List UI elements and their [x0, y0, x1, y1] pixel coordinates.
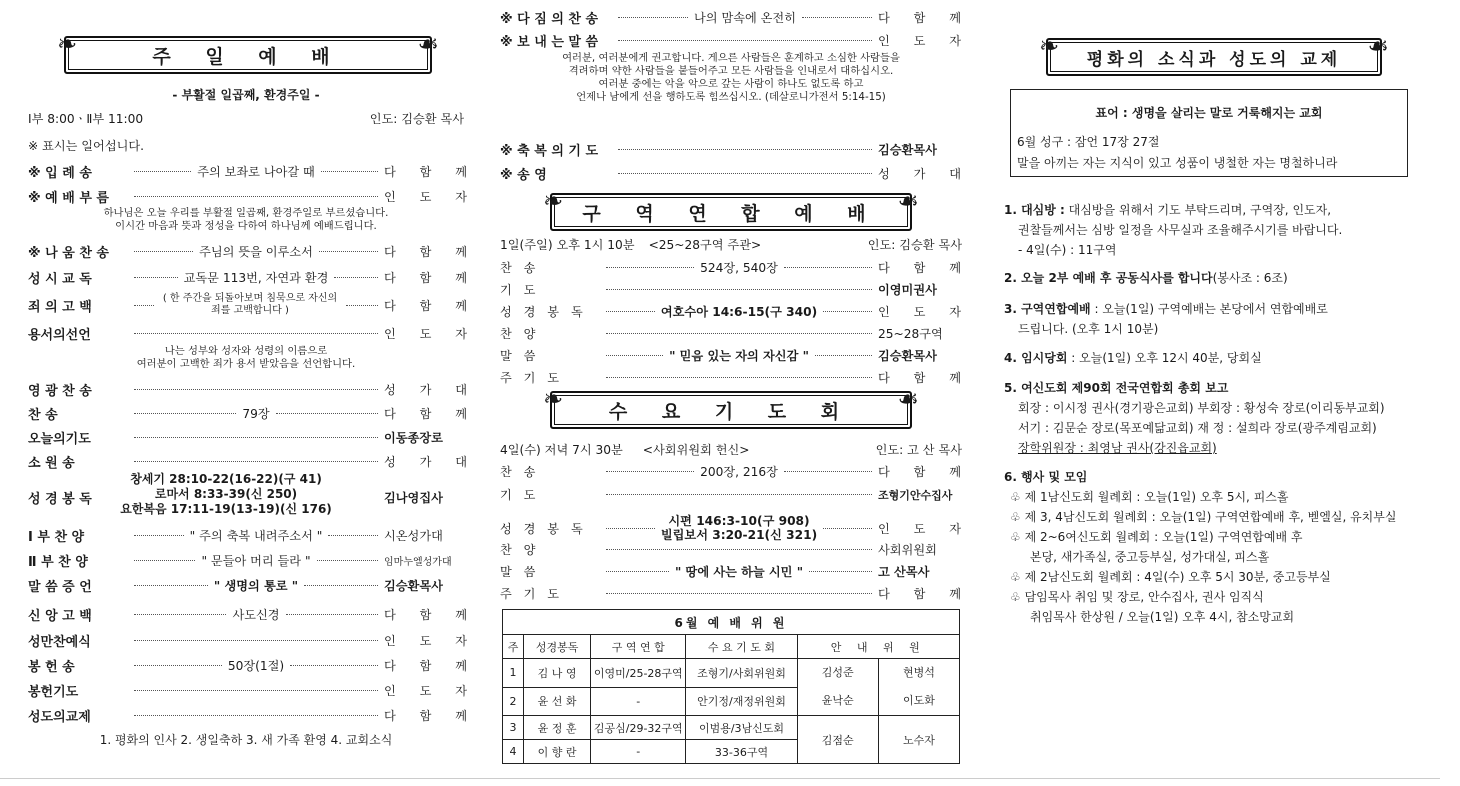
order-row: 봉헌기도 인 도 자: [28, 684, 478, 700]
wednesday-time: 4일(수) 저녁 7시 30분: [500, 443, 623, 457]
order-row: 성도의교제 다 함 께: [28, 709, 478, 725]
district-title: 구 역 연 합 예 배: [582, 202, 880, 225]
order-row: ※ 보 내 는 말 씀 인 도 자: [500, 34, 972, 50]
fellowship-list: 1. 평화의 인사 2. 생일축하 3. 새 가족 환영 4. 교회소식: [99, 733, 393, 747]
order-row: ※ 예 배 부 름 인 도 자: [28, 190, 478, 206]
order-row: 주 기 도 다 함 께: [500, 371, 972, 385]
call-text: 하나님은 오늘 우리를 부활절 일곱째, 환경주일로 부르셨습니다. 이시간 마음과 뜻과 정성을 다하여 하나님께 예배드립니다.: [103, 207, 389, 232]
news-item-2: 2. 오늘 2부 예배 후 공동식사를 합니다(봉사조 : 6조): [1004, 271, 1288, 285]
order-row: ※ 축 복 의 기 도 김승환목사: [500, 143, 937, 159]
news-item-1: 1. 대심방 : 대심방을 위해서 기도 부탁드리며, 구역장, 인도자, 권찰들께서는 심방 일정을 사무실과 조율해주시기를 바랍니다. - 4일(수) : 11구역: [1004, 203, 1343, 257]
order-row: 성만찬예식 인 도 자: [28, 634, 478, 650]
order-row: 찬 양 25~28구역: [500, 327, 943, 341]
pardon-text: 나는 성부와 성자와 성령의 이름으로 여러분이 고백한 죄가 용서 받았음을 선언합니다.: [136, 345, 356, 370]
order-row: 영 광 찬 송 성 가 대: [28, 383, 478, 399]
wednesday-title: 수 요 기 도 회: [608, 400, 854, 423]
wednesday-leader: 인도: 고 산 목사: [875, 443, 962, 457]
order-row: ※ 입 례 송 주의 보좌로 나아갈 때 다 함 께: [28, 165, 478, 181]
district-host: <25~28구역 주관>: [648, 238, 762, 252]
order-row: 주 기 도 다 함 께: [500, 587, 972, 601]
worship-subtitle: - 부활절 일곱째, 환경주일 -: [172, 88, 320, 102]
standing-note: ※ 표시는 일어섭니다.: [28, 139, 145, 153]
table-row: 4 이 향 란 - 33-36구역: [503, 740, 960, 764]
verse: 말을 아끼는 자는 지식이 있고 성품이 냉철한 자는 명철하니라: [1017, 156, 1338, 170]
order-row: 성 경 봉 독 여호수아 14:6-15(구 340) 인 도 자: [500, 305, 972, 319]
order-row: 말 씀 증 언 " 생명의 통로 " 김승환목사: [28, 579, 443, 595]
order-row: 기 도 조형기안수집사: [500, 488, 953, 502]
order-row: 말 씀 " 땅에 사는 하늘 시민 " 고 산목사: [500, 565, 930, 579]
motto: 표어 : 생명을 살리는 말로 거룩해지는 교회: [1095, 106, 1323, 120]
order-row: 성 경 봉 독 김나영집사: [28, 491, 443, 507]
table-row: 2 윤 선 화 - 안기정/재정위원회: [503, 687, 960, 716]
order-row: 성 경 봉 독 시편 146:3-10(구 908) 빌립보서 3:20-21(신 321) 인 도 자: [500, 514, 972, 542]
order-row: 신 앙 고 백 사도신경 다 함 께: [28, 608, 478, 624]
scripture-lines: 창세기 28:10-22(16-22)(구 41) 로마서 8:33-39(신 250) 요한복음 17:11-19(13-19)(신 176): [120, 472, 332, 516]
page-edge-divider: [0, 778, 1440, 779]
scroll-ornament-icon: ❧: [1039, 32, 1060, 60]
committee-table: [502, 609, 960, 764]
order-row: 오늘의기도 이동종장로: [28, 431, 443, 447]
order-row: ※ 다 짐 의 찬 송 나의 맘속에 온전히 다 함 께: [500, 11, 972, 27]
scroll-ornament-icon: ☙: [417, 30, 439, 58]
committee-title: 6월 예 배 위 원: [503, 610, 960, 635]
news-item-4: 4. 임시당회 : 오늘(1일) 오후 12시 40분, 당회실: [1004, 351, 1262, 365]
district-banner: [543, 187, 919, 231]
order-row: ※ 송 영 성 가 대: [500, 167, 972, 183]
table-header: 주 성경봉독 구 역 연 합 수 요 기 도 회 안 내 위 원: [503, 635, 960, 659]
scroll-ornament-icon: ☙: [897, 385, 919, 413]
wednesday-host: <사회위원회 헌신>: [642, 443, 750, 457]
table-row: 1 김 나 영 이영미/25-28구역 조형기/사회위원회 김성준 윤낙순 현병석 이도화: [503, 659, 960, 688]
order-row: 소 원 송 성 가 대: [28, 455, 478, 471]
order-row: Ⅰ 부 찬 양 " 주의 축복 내려주소서 " 시온성가대: [28, 529, 443, 545]
order-row: 봉 헌 송 50장(1절) 다 함 께: [28, 659, 478, 675]
order-row: 찬 송 200장, 216장 다 함 께: [500, 465, 972, 479]
motto-box: [1010, 89, 1408, 177]
worship-title: 주 일 예 배: [152, 45, 344, 68]
news-item-5: 5. 여신도회 제90회 전국연합회 총회 보고 회장 : 이시정 권사(경기광은교회) 부회장 : 황성숙 장로(이리동부교회) 서기 : 김문순 장로(목포예닮교회) 재 정 : 설희라 장로(광주계림교회) 장학위원장 : 최영남 권사(강진읍교회): [1004, 381, 1385, 455]
order-row: 죄 의 고 백 ( 한 주간을 되돌아보며 침묵으로 자신의 죄를 고백합니다 ) 다 함 께: [28, 293, 478, 316]
scroll-ornament-icon: ❧: [57, 30, 78, 58]
scroll-ornament-icon: ☙: [897, 187, 919, 215]
scroll-ornament-icon: ❧: [543, 187, 564, 215]
order-row: 말 씀 " 믿음 있는 자의 자신감 " 김승환목사: [500, 349, 937, 363]
order-row: 찬 송 524장, 540장 다 함 께: [500, 261, 972, 275]
order-row: 성 시 교 독 교독문 113번, 자연과 환경 다 함 께: [28, 271, 478, 287]
news-item-6: 6. 행사 및 모임 ♧ 제 1남신도회 월례회 : 오늘(1일) 오후 5시, 피스홀 ♧ 제 3, 4남신도회 월례회 : 오늘(1일) 구역연합예배 후, 벧엘실, 유치부실 ♧ 제 2~6여신도회 월례회 : 오늘(1일) 구역연합예배 후 본당, 새가족실, 중고등부실, 성가대실, 피스홀 ♧ 제 2남신도회 월례회 : 4일(수) 오후 5시 30분, 중고등부실 ♧ 담임목사 취임 및 장로, 안수집사, 권사 임직식 취임목사 한상원 / 오늘(1일) 오후 4시, 참소망교회: [1004, 470, 1397, 624]
district-time: 1일(주일) 오후 1시 10분: [500, 238, 635, 252]
scroll-ornament-icon: ❧: [543, 385, 564, 413]
scroll-ornament-icon: ☙: [1367, 32, 1389, 60]
worship-leader: 인도: 김승환 목사: [369, 112, 464, 126]
order-row: Ⅱ 부 찬 양 " 문들아 머리 들라 " 임마누엘성가대: [28, 554, 452, 570]
worship-times: Ⅰ부 8:00ㆍⅡ부 11:00: [28, 112, 144, 126]
order-row: ※ 나 움 찬 송 주님의 뜻을 이루소서 다 함 께: [28, 245, 478, 261]
order-row: 찬 송 79장 다 함 께: [28, 407, 478, 423]
table-row: 3 윤 정 훈 김공심/29-32구역 이범용/3남신도회 김점순 노수자: [503, 716, 960, 740]
sending-text: 여러분, 여러분에게 권고합니다. 게으른 사람들은 훈계하고 소심한 사람들을 격려하며 약한 사람들을 붙들어주고 모든 사람들을 인내로서 대하십시오. 여러분 중에는 악을 악으로 갚는 사람이 하나도 없도록 하고 언제나 남에게 선을 행하도록 힘쓰십시오. (데살로니가전서 5:14-15): [562, 52, 900, 103]
news-banner: [1039, 32, 1389, 76]
worship-banner: [57, 30, 439, 74]
order-row: 찬 양 사회위원회: [500, 543, 937, 557]
order-row: 기 도 이영미권사: [500, 283, 937, 297]
wednesday-banner: [543, 385, 919, 429]
district-leader: 인도: 김승환 목사: [867, 238, 962, 252]
order-row: 용서의선언 인 도 자: [28, 327, 478, 343]
news-item-3: 3. 구역연합예배 : 오늘(1일) 구역예배는 본당에서 연합예배로 드립니다. (오후 1시 10분): [1004, 302, 1328, 336]
verse-ref: 6월 성구 : 잠언 17장 27절: [1017, 135, 1160, 149]
news-title: 평화의 소식과 성도의 교제: [1086, 49, 1342, 70]
